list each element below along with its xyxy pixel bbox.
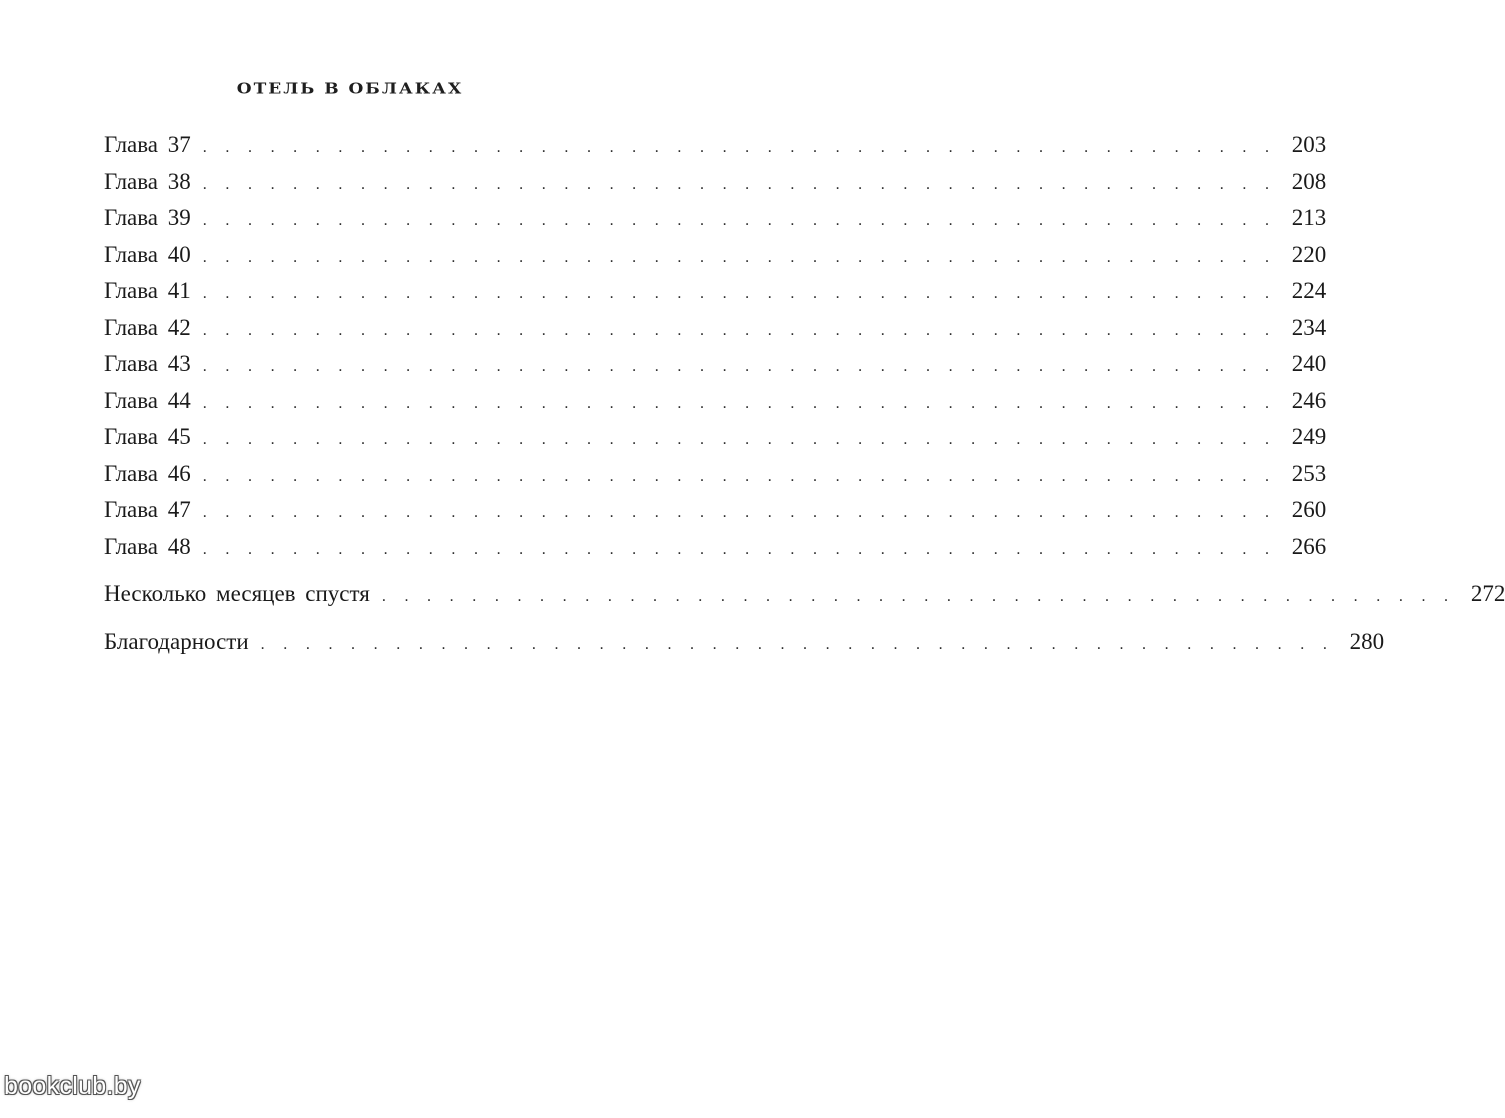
toc-entry-label: Благодарности: [104, 628, 249, 654]
toc-dot-leader: . . . . . . . . . . . . . . . . . . . . . . . . . . . . . . . . . . . . . . . . . . . . . . . .: [202, 285, 1277, 302]
toc-entry-label: Глава 47: [104, 497, 191, 522]
toc-dot-leader: . . . . . . . . . . . . . . . . . . . . . . . . . . . . . . . . . . . . . . . . . . . . . . . .: [202, 139, 1277, 156]
toc-page-number: 240: [1291, 351, 1327, 376]
toc-page-number: 260: [1291, 497, 1327, 522]
toc-page-number: 253: [1291, 460, 1327, 486]
toc-page-number: 208: [1291, 168, 1327, 194]
toc-entry-label: Глава 44: [104, 387, 191, 413]
toc-page-number: 234: [1291, 314, 1327, 340]
toc-dot-leader: . . . . . . . . . . . . . . . . . . . . . . . . . . . . . . . . . . . . . . . . . . . . . . . .: [202, 321, 1277, 339]
toc-entry-label: Глава 41: [104, 278, 191, 303]
toc-entry-label: Несколько месяцев спустя: [104, 581, 370, 606]
toc-dot-leader: . . . . . . . . . . . . . . . . . . . . . . . . . . . . . . . . . . . . . . . . . . . . . . . .: [381, 588, 1456, 605]
toc-page-number: 224: [1291, 278, 1327, 303]
toc-entry-chapter-37: [104, 131, 1327, 168]
toc-page-number: 213: [1291, 205, 1327, 230]
toc-entry-chapter-43: [104, 350, 1327, 387]
toc-dot-leader: . . . . . . . . . . . . . . . . . . . . . . . . . . . . . . . . . . . . . . . . . . . . . . . .: [202, 248, 1277, 266]
toc-page-number: 266: [1291, 533, 1327, 559]
toc-entry-label: Глава 43: [104, 351, 191, 376]
toc-dot-leader: . . . . . . . . . . . . . . . . . . . . . . . . . . . . . . . . . . . . . . . . . . . . . . . .: [202, 504, 1277, 521]
toc-entry-chapter-44: [104, 387, 1327, 424]
toc-entry-chapter-41: [104, 277, 1327, 314]
toc-entry-chapter-42: [104, 314, 1327, 351]
toc-entry-epilogue: [104, 580, 1505, 617]
toc-page-number: 249: [1291, 424, 1327, 449]
toc-page-number: 280: [1349, 628, 1385, 654]
toc-entry-chapter-40: [104, 241, 1327, 278]
toc-dot-leader: . . . . . . . . . . . . . . . . . . . . . . . . . . . . . . . . . . . . . . . . . . . . . . . .: [202, 467, 1277, 485]
toc-dot-leader: . . . . . . . . . . . . . . . . . . . . . . . . . . . . . . . . . . . . . . . . . . . . . . . .: [202, 394, 1277, 412]
toc-page-number: 272: [1470, 581, 1505, 606]
toc-entry-chapter-47: [104, 496, 1327, 533]
toc-entry-chapter-45: [104, 423, 1327, 460]
toc-entry-label: Глава 45: [104, 424, 191, 449]
toc-entry-label: Глава 37: [104, 132, 191, 157]
toc-dot-leader: . . . . . . . . . . . . . . . . . . . . . . . . . . . . . . . . . . . . . . . . . . . . . . . .: [260, 635, 1335, 653]
toc-entry-label: Глава 38: [104, 168, 191, 194]
watermark: bookclub.by: [4, 1072, 141, 1100]
toc-page-number: 220: [1291, 241, 1327, 267]
toc-entry-label: Глава 46: [104, 460, 191, 486]
table-of-contents: [104, 131, 1505, 664]
toc-entry-chapter-48: [104, 533, 1327, 570]
toc-page-number: 246: [1291, 387, 1327, 413]
toc-dot-leader: . . . . . . . . . . . . . . . . . . . . . . . . . . . . . . . . . . . . . . . . . . . . . . . .: [202, 540, 1277, 558]
toc-entry-label: Глава 39: [104, 205, 191, 230]
toc-entry-label: Глава 40: [104, 241, 191, 267]
toc-entry-chapter-39: [104, 204, 1327, 241]
toc-entry-chapter-46: [104, 460, 1327, 497]
toc-entry-acknowledgements: [104, 628, 1385, 665]
toc-entry-label: Глава 48: [104, 533, 191, 559]
toc-dot-leader: . . . . . . . . . . . . . . . . . . . . . . . . . . . . . . . . . . . . . . . . . . . . . . . .: [202, 212, 1277, 229]
toc-dot-leader: . . . . . . . . . . . . . . . . . . . . . . . . . . . . . . . . . . . . . . . . . . . . . . . .: [202, 175, 1277, 193]
toc-entry-chapter-38: [104, 168, 1327, 205]
toc-page-number: 203: [1291, 132, 1327, 157]
running-head-title: ОТЕЛЬ В ОБЛАКАХ: [236, 80, 464, 98]
toc-entry-label: Глава 42: [104, 314, 191, 340]
toc-dot-leader: . . . . . . . . . . . . . . . . . . . . . . . . . . . . . . . . . . . . . . . . . . . . . . . .: [202, 358, 1277, 375]
toc-dot-leader: . . . . . . . . . . . . . . . . . . . . . . . . . . . . . . . . . . . . . . . . . . . . . . . .: [202, 431, 1277, 448]
